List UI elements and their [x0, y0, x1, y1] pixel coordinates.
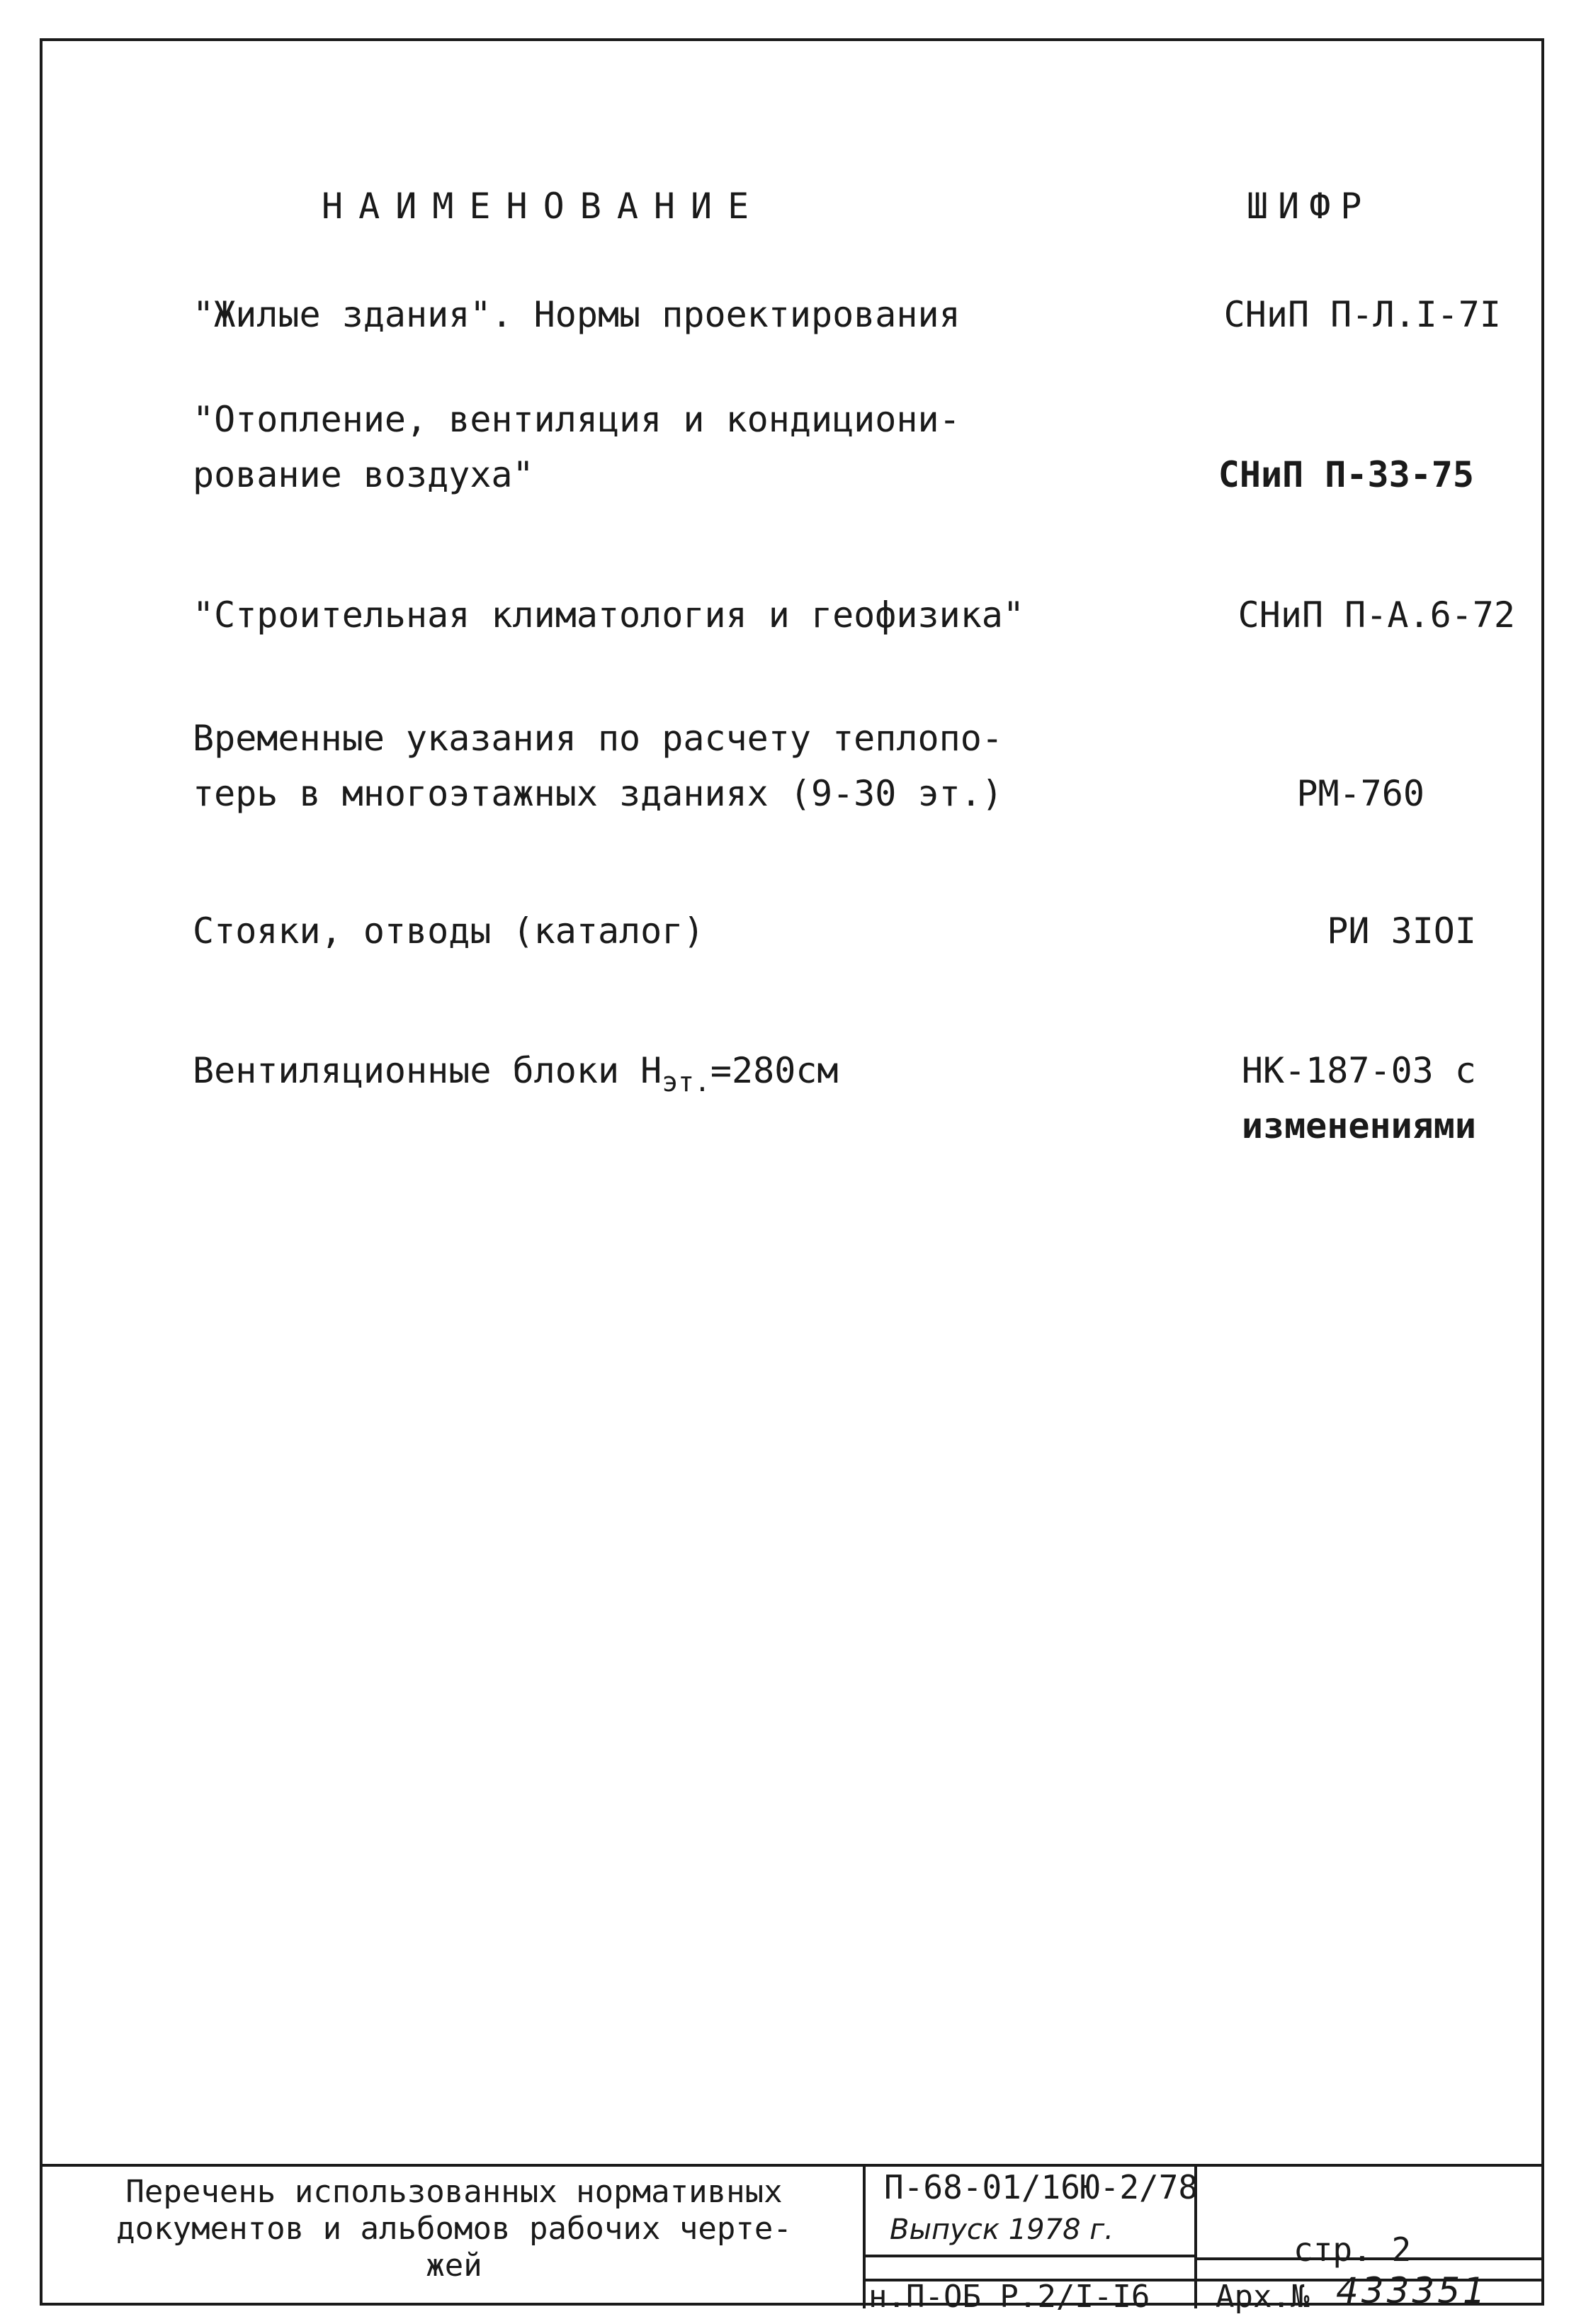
- title-block-title: [47, 2174, 861, 2284]
- row-4-name-line-1: Временные указания по расчету теплопо-: [193, 718, 1003, 759]
- row-1-code: СНиП П-Л.I-7I: [1223, 294, 1501, 335]
- row-4-name: [193, 711, 1003, 821]
- row-2-code: СНиП П-33-75: [1218, 454, 1474, 495]
- row-6-name-main: Вентиляционные блоки Н: [193, 1050, 662, 1091]
- row-3-name-line-1: "Строительная климатология и геофизика": [193, 594, 1024, 636]
- title-block: [40, 2164, 1544, 2315]
- row-1-name-line-1: "Жилые здания". Нормы проектирования: [193, 294, 961, 335]
- archive-number: 433351: [1336, 2270, 1488, 2311]
- row-1-name: [193, 287, 961, 342]
- title-block-title-line-2: документов и альбомов рабочих черте-: [116, 2211, 792, 2247]
- row-6-code-line-1: НК-187-03 с: [1241, 1050, 1476, 1091]
- row-6-code-line-2: изменениями: [1241, 1105, 1476, 1146]
- row-4-name-line-2: терь в многоэтажных зданиях (9-30 эт.): [193, 773, 1003, 814]
- document-code: П-68-01/16Ю-2/78: [884, 2168, 1199, 2206]
- row-6-name-tail: =280см: [710, 1050, 839, 1091]
- row-4-code: РМ-760: [1296, 773, 1424, 814]
- row-5-name: [193, 903, 704, 959]
- page-frame: [40, 38, 1544, 2306]
- row-6-name: [193, 1043, 839, 1110]
- page-number: стр. 2: [1293, 2230, 1412, 2269]
- row-3-name: [193, 587, 1024, 643]
- row-2-name-line-2: рование воздуха": [193, 454, 534, 495]
- row-6-code: [1242, 1043, 1476, 1153]
- title-block-title-line-3: жей: [426, 2247, 482, 2284]
- row-6-name-subscript: эт.: [662, 1066, 710, 1098]
- row-5-code: РИ 3IOI: [1327, 910, 1476, 952]
- archive-label: Арх.№: [1216, 2279, 1310, 2315]
- row-3-code: СНиП П-А.6-72: [1237, 594, 1515, 636]
- title-block-title-line-1: Перечень использованных нормативных: [125, 2174, 783, 2210]
- sheet-reference: н.П-ОБ Р.2/I-I6: [868, 2279, 1150, 2315]
- row-5-name-line-1: Стояки, отводы (каталог): [193, 910, 705, 952]
- row-2-name-line-1: "Отопление, вентиляция и кондициони-: [193, 399, 961, 440]
- issue-year: Выпуск 1978 г.: [890, 2213, 1114, 2246]
- column-header-code: ШИФР: [1247, 186, 1372, 227]
- column-header-name: НАИМЕНОВАНИЕ: [322, 186, 765, 227]
- row-2-name: [193, 392, 961, 502]
